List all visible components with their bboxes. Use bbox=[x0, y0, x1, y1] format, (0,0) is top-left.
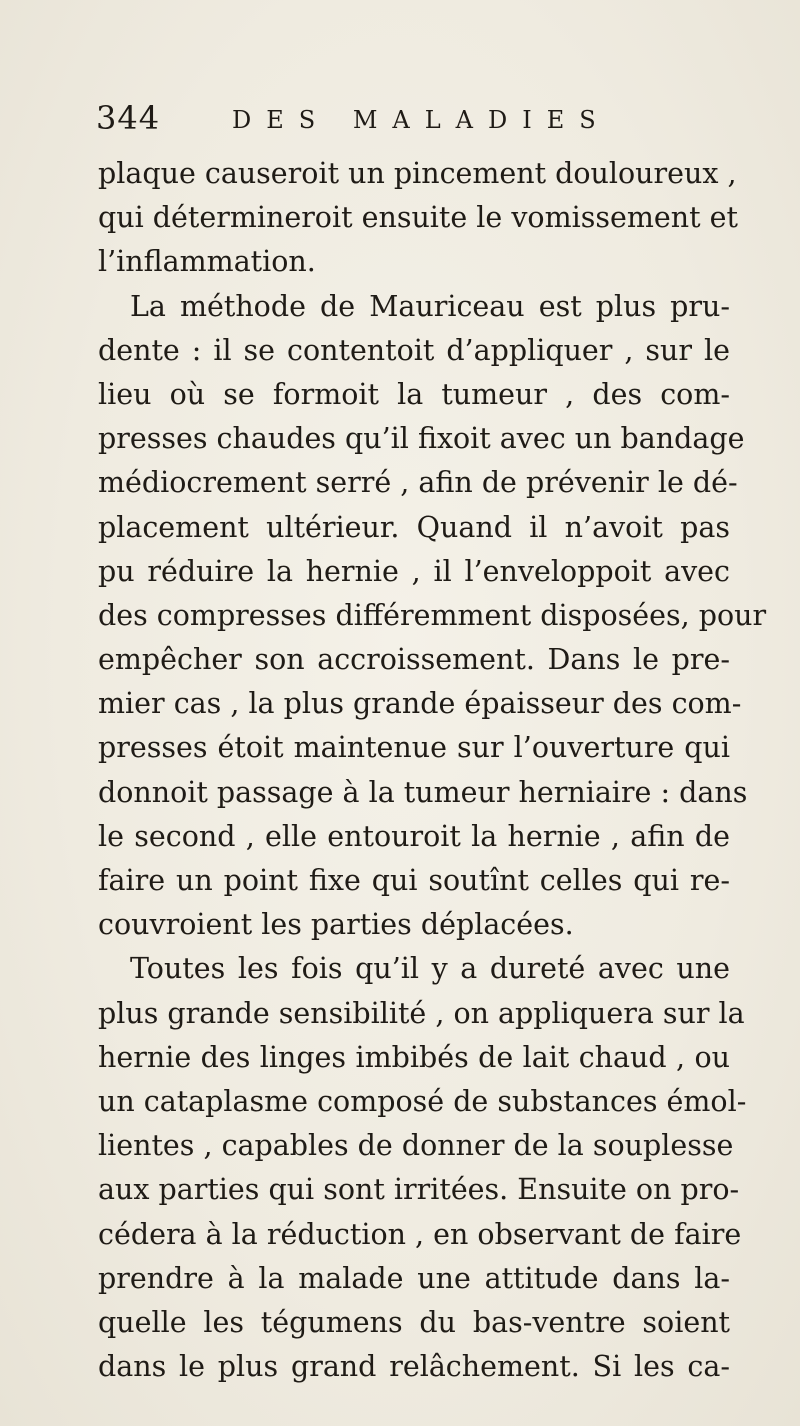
page-header bbox=[96, 98, 716, 138]
running-head: DES MALADIES bbox=[232, 106, 611, 134]
text-line: plus grande sensibilité , on appliquera sur la bbox=[98, 996, 745, 1030]
text-line: médiocrement serré , afin de prévenir le dé- bbox=[98, 466, 738, 500]
text-line: cédera à la réduction , en observant de faire bbox=[98, 1217, 742, 1251]
text-line: lieu où se formoit la tumeur , des com- bbox=[98, 377, 730, 411]
text-line: quelle les tégumens du bas-ventre soient bbox=[98, 1305, 730, 1339]
text-line: La méthode de Mauriceau est plus pru- bbox=[130, 289, 730, 323]
text-line: pu réduire la hernie , il l’enveloppoit avec bbox=[98, 554, 730, 588]
text-line: aux parties qui sont irritées. Ensuite on pro- bbox=[98, 1173, 740, 1207]
text-line: mier cas , la plus grande épaisseur des com- bbox=[98, 687, 742, 721]
text-line: un cataplasme composé de substances émol- bbox=[98, 1084, 747, 1118]
page-number: 344 bbox=[96, 99, 161, 137]
text-line: qui détermineroit ensuite le vomissement et bbox=[98, 201, 738, 235]
text-line: couvroient les parties déplacées. bbox=[98, 908, 574, 942]
text-line: donnoit passage à la tumeur herniaire : dans bbox=[98, 775, 748, 809]
body-text bbox=[98, 152, 767, 1389]
text-line: hernie des linges imbibés de lait chaud , ou bbox=[98, 1040, 730, 1074]
text-line: faire un point fixe qui soutînt celles qui re- bbox=[98, 864, 730, 897]
text-line: placement ultérieur. Quand il n’avoit pas bbox=[98, 510, 730, 544]
text-line: prendre à la malade une attitude dans la- bbox=[98, 1261, 730, 1295]
text-line: Toutes les fois qu’il y a dureté avec une bbox=[130, 952, 730, 986]
text-line: empêcher son accroissement. Dans le pre- bbox=[98, 643, 730, 677]
text-line: presses chaudes qu’il fixoit avec un bandage bbox=[98, 422, 745, 456]
text-line: dans le plus grand relâchement. Si les ca- bbox=[98, 1350, 730, 1384]
text-line: le second , elle entouroit la hernie , afin de bbox=[98, 819, 730, 853]
text-line: des compresses différemment disposées, pour bbox=[98, 598, 767, 632]
text-line: plaque causeroit un pincement douloureux , bbox=[98, 157, 737, 190]
text-line: dente : il se contentoit d’appliquer , sur le bbox=[98, 333, 730, 367]
text-line: lientes , capables de donner de la souplesse bbox=[98, 1129, 734, 1163]
text-line: l’inflammation. bbox=[98, 245, 316, 279]
text-line: presses étoit maintenue sur l’ouverture qui bbox=[98, 731, 730, 765]
